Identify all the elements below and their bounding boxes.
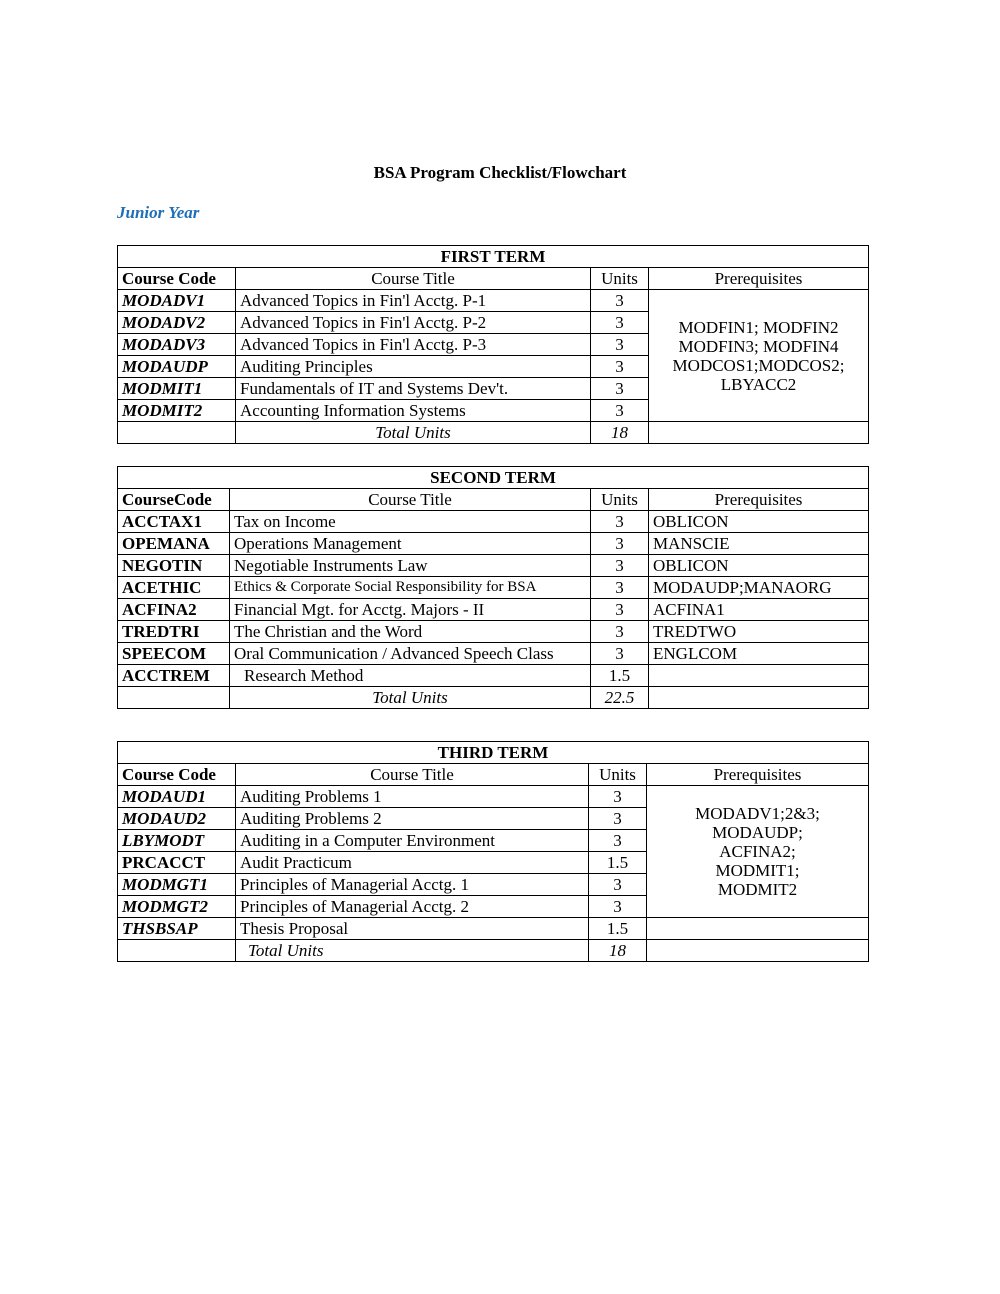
course-units: 3 [591,356,649,378]
total-units-label: Total Units [230,687,591,709]
course-title: The Christian and the Word [230,621,591,643]
course-title: Oral Communication / Advanced Speech Class [230,643,591,665]
prereq-line: ACFINA2; [719,842,796,861]
total-units-value: 22.5 [591,687,649,709]
header-prerequisites: Prerequisites [649,268,869,290]
course-code: TREDTRI [118,621,230,643]
table-row [118,577,869,599]
course-units: 3 [591,378,649,400]
course-title: Auditing in a Computer Environment [236,830,589,852]
course-units: 3 [591,312,649,334]
total-row [118,687,869,709]
course-units: 3 [591,555,649,577]
empty-cell [649,422,869,444]
prereq-line: MODMIT2 [717,880,798,899]
course-prerequisite: MANSCIE [649,533,869,555]
course-prerequisite: ACFINA1 [649,599,869,621]
prereq-line: MODADV1;2&3; [695,804,820,823]
course-prerequisite: ENGLCOM [649,643,869,665]
course-units: 1.5 [589,918,647,940]
header-prerequisites: Prerequisites [649,489,869,511]
table-row [118,599,869,621]
table-row [118,621,869,643]
course-units: 3 [591,400,649,422]
table-row [118,533,869,555]
header-units: Units [591,489,649,511]
course-units: 3 [589,786,647,808]
first-term-table [117,245,869,444]
course-title: Audit Practicum [236,852,589,874]
course-units: 1.5 [591,665,649,687]
course-title: Research Method [230,665,591,687]
document-title: BSA Program Checklist/Flowchart [373,163,627,182]
course-title: Tax on Income [230,511,591,533]
course-code: MODMGT2 [118,896,236,918]
course-code: MODAUDP [118,356,236,378]
course-units: 3 [591,577,649,599]
course-code: NEGOTIN [118,555,230,577]
total-units-label: Total Units [236,422,591,444]
course-code: OPEMANA [118,533,230,555]
course-code: THSBSAP [118,918,236,940]
empty-cell [647,918,869,940]
prereq-line: MODCOS1;MODCOS2; [672,355,845,375]
header-units: Units [591,268,649,290]
course-units: 3 [589,874,647,896]
course-code: MODAUD2 [118,808,236,830]
header-course-title: Course Title [236,764,589,786]
prereq-line: MODFIN3; MODFIN4 [678,336,839,356]
course-code: PRCACCT [118,852,236,874]
total-row [118,940,869,962]
course-code: ACETHIC [118,577,230,599]
course-title: Advanced Topics in Fin'l Acctg. P-3 [236,334,591,356]
course-units: 3 [591,599,649,621]
course-title: Negotiable Instruments Law [230,555,591,577]
header-course-code: Course Code [118,268,236,290]
prereq-line: MODMIT1; [715,861,800,880]
course-title: Advanced Topics in Fin'l Acctg. P-2 [236,312,591,334]
prereq-line: MODFIN1; MODFIN2 [678,317,839,337]
table-row [118,555,869,577]
course-units: 3 [591,511,649,533]
course-code: MODMIT2 [118,400,236,422]
table-row [118,918,869,940]
total-units-value: 18 [589,940,647,962]
course-title: Ethics & Corporate Social Responsibility for BSA [230,577,591,599]
course-units: 3 [591,290,649,312]
prereq-line: MODAUDP; [712,823,803,842]
course-title: Auditing Principles [236,356,591,378]
course-prerequisite: MODAUDP;MANAORG [649,577,869,599]
prerequisites-cell [649,290,869,422]
course-title: Operations Management [230,533,591,555]
course-prerequisite [649,665,869,687]
header-prerequisites: Prerequisites [647,764,869,786]
course-code: MODMIT1 [118,378,236,400]
course-code: ACCTREM [118,665,230,687]
course-title: Advanced Topics in Fin'l Acctg. P-1 [236,290,591,312]
course-title: Financial Mgt. for Acctg. Majors - II [230,599,591,621]
course-title: Auditing Problems 1 [236,786,589,808]
prereq-line: LBYACC2 [720,374,797,394]
total-units-value: 18 [591,422,649,444]
table-row [118,643,869,665]
course-code: MODADV3 [118,334,236,356]
course-units: 3 [591,334,649,356]
course-code: LBYMODT [118,830,236,852]
total-row [118,422,869,444]
header-course-code: Course Code [118,764,236,786]
table-row [118,511,869,533]
course-units: 3 [589,808,647,830]
empty-cell [118,422,236,444]
table-row [118,290,869,312]
course-code: MODADV2 [118,312,236,334]
course-title: Accounting Information Systems [236,400,591,422]
table-row [118,786,869,808]
term-title: FIRST TERM [118,246,869,268]
course-units: 3 [591,533,649,555]
course-title: Thesis Proposal [236,918,589,940]
header-course-title: Course Title [230,489,591,511]
course-code: SPEECOM [118,643,230,665]
course-title: Principles of Managerial Acctg. 1 [236,874,589,896]
course-title: Fundamentals of IT and Systems Dev't. [236,378,591,400]
header-course-title: Course Title [236,268,591,290]
empty-cell [118,687,230,709]
course-code: ACCTAX1 [118,511,230,533]
course-units: 1.5 [589,852,647,874]
course-code: MODAUD1 [118,786,236,808]
third-term-table [117,741,869,962]
empty-cell [118,940,236,962]
course-code: MODMGT1 [118,874,236,896]
table-row [118,665,869,687]
course-units: 3 [589,830,647,852]
course-code: ACFINA2 [118,599,230,621]
term-title: SECOND TERM [118,467,869,489]
course-title: Principles of Managerial Acctg. 2 [236,896,589,918]
course-title: Auditing Problems 2 [236,808,589,830]
empty-cell [649,687,869,709]
course-code: MODADV1 [118,290,236,312]
empty-cell [647,940,869,962]
total-units-label: Total Units [236,940,589,962]
course-units: 3 [591,643,649,665]
second-term-table [117,466,869,709]
course-prerequisite: OBLICON [649,555,869,577]
course-prerequisite: TREDTWO [649,621,869,643]
course-prerequisite: OBLICON [649,511,869,533]
year-heading: Junior Year [117,203,200,222]
header-units: Units [589,764,647,786]
header-course-code: CourseCode [118,489,230,511]
course-units: 3 [591,621,649,643]
course-units: 3 [589,896,647,918]
term-title: THIRD TERM [118,742,869,764]
prerequisites-cell [647,786,869,918]
